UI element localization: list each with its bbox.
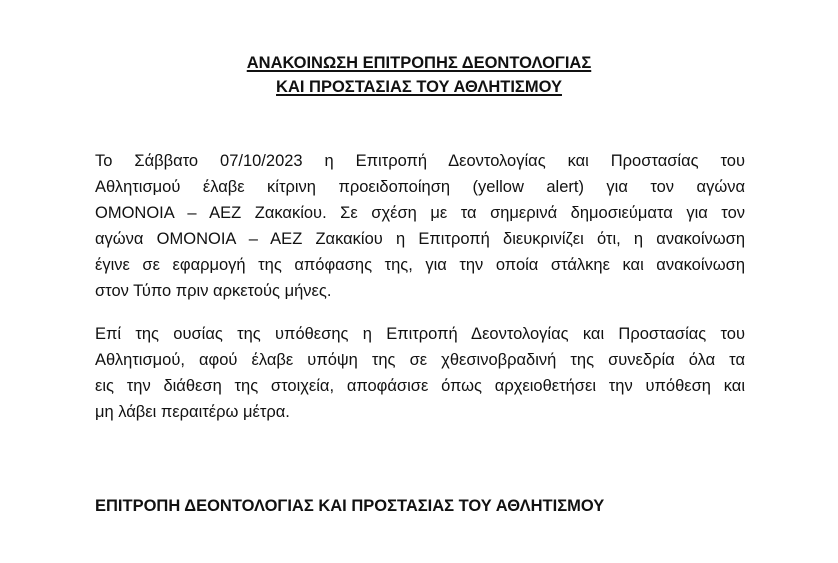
- signature: ΕΠΙΤΡΟΠΗ ΔΕΟΝΤΟΛΟΓΙΑΣ ΚΑΙ ΠΡΟΣΤΑΣΙΑΣ ΤΟΥ ΑΘΛΗΤΙΣΜΟΥ: [95, 497, 605, 515]
- paragraph-2: [95, 321, 745, 425]
- paragraph-2-line: Επί της ουσίας της υπόθεσης η Επιτροπή Δεοντολογίας και Προστασίας του: [95, 325, 745, 343]
- paragraph-2-line: εις την διάθεση της στοιχεία, αποφάσισε όπως αρχειοθετήσει την υπόθεση και: [95, 377, 745, 395]
- document-title-line-2: ΚΑΙ ΠΡΟΣΤΑΣΙΑΣ ΤΟΥ ΑΘΛΗΤΙΣΜΟΥ: [276, 78, 562, 96]
- paragraph-1-line: Το Σάββατο 07/10/2023 η Επιτροπή Δεοντολογίας και Προστασίας του: [95, 152, 745, 170]
- paragraph-1-line: έγινε σε εφαρμογή της απόφασης της, για την οποία στάλκηε και ανακοίνωση: [95, 256, 745, 274]
- paragraph-1-line: αγώνα ΟΜΟΝΟΙΑ – ΑΕΖ Ζακακίου η Επιτροπή διευκρινίζει ότι, η ανακοίνωση: [95, 230, 745, 248]
- paragraph-2-line: μη λάβει περαιτέρω μέτρα.: [95, 403, 290, 421]
- paragraph-1-line: ΟΜΟΝΟΙΑ – ΑΕΖ Ζακακίου. Σε σχέση με τα σημερινά δημοσιεύματα για τον: [95, 204, 745, 222]
- paragraph-1-line: στον Τύπο πριν αρκετούς μήνες.: [95, 282, 332, 300]
- paragraph-2-line: Αθλητισμού, αφού έλαβε υπόψη της σε χθεσινοβραδινή της συνεδρία όλα τα: [95, 351, 745, 369]
- paragraph-1-line: Αθλητισμού έλαβε κίτρινη προειδοποίηση (yellow alert) για τον αγώνα: [95, 178, 745, 196]
- paragraph-1: [95, 148, 745, 304]
- document-title-line-1: ΑΝΑΚΟΙΝΩΣΗ ΕΠΙΤΡΟΠΗΣ ΔΕΟΝΤΟΛΟΓΙΑΣ: [246, 54, 592, 72]
